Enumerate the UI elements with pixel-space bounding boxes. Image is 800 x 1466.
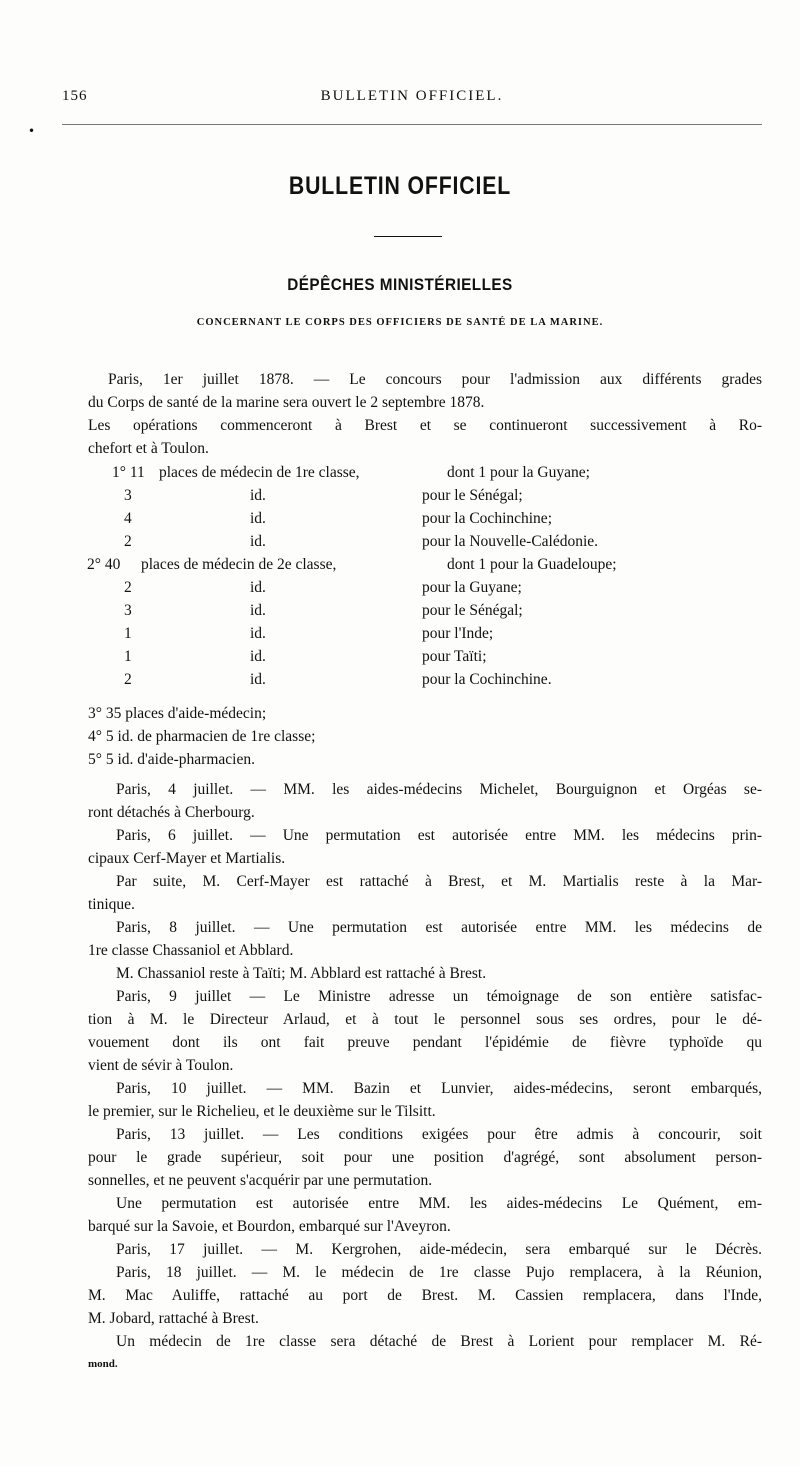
list-destination: pour l'Inde; bbox=[422, 625, 494, 642]
list-destination: pour la Nouvelle-Calédonie. bbox=[422, 533, 599, 550]
list-what: places de médecin de 1re classe, bbox=[159, 464, 360, 481]
list-what: id. bbox=[250, 602, 266, 619]
list-destination: pour la Cochinchine. bbox=[422, 671, 552, 688]
paragraph-line: 1re classe Chassaniol et Abblard. bbox=[88, 942, 294, 959]
page-title: BULLETIN OFFICIEL bbox=[288, 172, 512, 200]
list-item bbox=[112, 622, 762, 645]
paragraph-line: tinique. bbox=[88, 896, 135, 913]
list-what: id. bbox=[250, 579, 266, 596]
list-item bbox=[112, 645, 762, 668]
paragraph-line: Paris, 8 juillet. — Une permutation est autorisée entre MM. les médecins de bbox=[116, 919, 762, 936]
list-count: 1° 11 bbox=[112, 464, 145, 481]
intro-line: du Corps de santé de la marine sera ouvert le 2 septembre 1878. bbox=[88, 394, 485, 411]
paragraph-line: Paris, 10 juillet. — MM. Bazin et Lunvier, aides-médecins, seront embarqués, bbox=[116, 1080, 762, 1097]
list-item bbox=[112, 461, 762, 484]
paragraph-line: vient de sévir à Toulon. bbox=[88, 1057, 234, 1074]
paragraph-line: pour le grade supérieur, soit pour une position d'agrégé, sont absolument person- bbox=[88, 1149, 762, 1166]
list-count: 2 bbox=[124, 533, 132, 550]
paragraph-line: Par suite, M. Cerf-Mayer est rattaché à Brest, et M. Martialis reste à la Mar- bbox=[116, 873, 762, 890]
paragraph-line: tion à M. le Directeur Arlaud, et à tout le personnel sous ses ordres, pour le dé- bbox=[88, 1011, 762, 1028]
paragraph-line: Une permutation est autorisée entre MM. les aides-médecins Le Quément, em- bbox=[116, 1195, 762, 1212]
paragraph-line: Paris, 6 juillet. — Une permutation est autorisée entre MM. les médecins prin- bbox=[116, 827, 762, 844]
paragraph-line: cipaux Cerf-Mayer et Martialis. bbox=[88, 850, 286, 867]
paragraph-line: vouement dont ils ont fait preuve pendant l'épidémie de fièvre typhoïde qu bbox=[88, 1034, 762, 1051]
list-destination: pour le Sénégal; bbox=[422, 602, 523, 619]
list-count: 1 bbox=[124, 625, 132, 642]
paragraph-line: ront détachés à Cherbourg. bbox=[88, 804, 255, 821]
list-item bbox=[112, 507, 762, 530]
list-count: 2° 40 bbox=[87, 556, 121, 573]
list-count: 1 bbox=[124, 648, 132, 665]
paragraph-line: M. Mac Auliffe, rattaché au port de Brest. M. Cassien remplacera, dans l'Inde, bbox=[88, 1287, 762, 1304]
list-what: id. bbox=[250, 625, 266, 642]
list-count: 3 bbox=[124, 602, 132, 619]
paragraph-line: Paris, 9 juillet — Le Ministre adresse un témoignage de son entière satisfac- bbox=[116, 988, 762, 1005]
paragraph-line: Un médecin de 1re classe sera détaché de Brest à Lorient pour remplacer M. Ré- bbox=[116, 1333, 762, 1350]
paragraph-line: mond. bbox=[88, 1358, 118, 1370]
list-what: id. bbox=[250, 510, 266, 527]
paragraph-line: sonnelles, et ne peuvent s'acquérir par une permutation. bbox=[88, 1172, 433, 1189]
intro-line: chefort et à Toulon. bbox=[88, 440, 209, 457]
title-rule bbox=[374, 236, 442, 237]
list-what: places de médecin de 2e classe, bbox=[141, 556, 337, 573]
paragraph-line: Paris, 17 juillet. — M. Kergrohen, aide-médecin, sera embarqué sur le Décrès. bbox=[116, 1241, 762, 1258]
header-rule bbox=[62, 124, 762, 125]
list-destination: pour le Sénégal; bbox=[422, 487, 523, 504]
list-what: id. bbox=[250, 487, 266, 504]
section-subtitle: CONCERNANT LE CORPS DES OFFICIERS DE SANTÉ DE LA MARINE. bbox=[196, 317, 604, 328]
intro-line: Les opérations commenceront à Brest et se continueront successivement à Ro- bbox=[88, 417, 762, 434]
list-destination: dont 1 pour la Guadeloupe; bbox=[447, 556, 617, 573]
list-item bbox=[112, 484, 762, 507]
intro-line: Paris, 1er juillet 1878. — Le concours pour l'admission aux différents grades bbox=[108, 371, 762, 388]
list-item bbox=[112, 530, 762, 553]
list-count: 2 bbox=[124, 671, 132, 688]
page-number: 156 bbox=[62, 88, 88, 104]
section-title: DÉPÊCHES MINISTÉRIELLES bbox=[287, 275, 513, 294]
list-what: id. bbox=[250, 648, 266, 665]
dispatches-block bbox=[88, 778, 762, 1376]
list-tail bbox=[88, 702, 762, 771]
list-tail-line: 5° 5 id. d'aide-pharmacien. bbox=[88, 751, 255, 768]
list-what: id. bbox=[250, 533, 266, 550]
running-title: BULLETIN OFFICIEL. bbox=[320, 88, 504, 104]
paragraph-line: le premier, sur le Richelieu, et le deuxième sur le Tilsitt. bbox=[88, 1103, 436, 1120]
list-destination: pour la Guyane; bbox=[422, 579, 522, 596]
list-count: 3 bbox=[124, 487, 132, 504]
places-list bbox=[87, 461, 762, 691]
list-tail-line: 3° 35 places d'aide-médecin; bbox=[88, 705, 267, 722]
list-destination: pour Taïti; bbox=[422, 648, 487, 665]
paragraph-line: Paris, 13 juillet. — Les conditions exigées pour être admis à concourir, soit bbox=[116, 1126, 762, 1143]
list-destination: dont 1 pour la Guyane; bbox=[447, 464, 590, 481]
list-count: 4 bbox=[124, 510, 132, 527]
list-item bbox=[112, 668, 762, 691]
list-destination: pour la Cochinchine; bbox=[422, 510, 552, 527]
list-tail-line: 4° 5 id. de pharmacien de 1re classe; bbox=[88, 728, 316, 745]
list-count: 2 bbox=[124, 579, 132, 596]
paragraph-line: M. Jobard, rattaché à Brest. bbox=[88, 1310, 259, 1327]
paragraph-line: M. Chassaniol reste à Taïti; M. Abblard est rattaché à Brest. bbox=[116, 965, 487, 982]
paragraph-line: Paris, 4 juillet. — MM. les aides-médecins Michelet, Bourguignon et Orgéas se- bbox=[116, 781, 762, 798]
paragraph-line: Paris, 18 juillet. — M. le médecin de 1re classe Pujo remplacera, à la Réunion, bbox=[116, 1264, 762, 1281]
list-item bbox=[112, 599, 762, 622]
list-item bbox=[112, 576, 762, 599]
paragraph-line: barqué sur la Savoie, et Bourdon, embarqué sur l'Aveyron. bbox=[88, 1218, 451, 1235]
running-header bbox=[62, 88, 762, 112]
list-what: id. bbox=[250, 671, 266, 688]
list-item bbox=[87, 553, 762, 576]
margin-mark: • bbox=[28, 124, 36, 138]
intro-block bbox=[88, 368, 762, 460]
